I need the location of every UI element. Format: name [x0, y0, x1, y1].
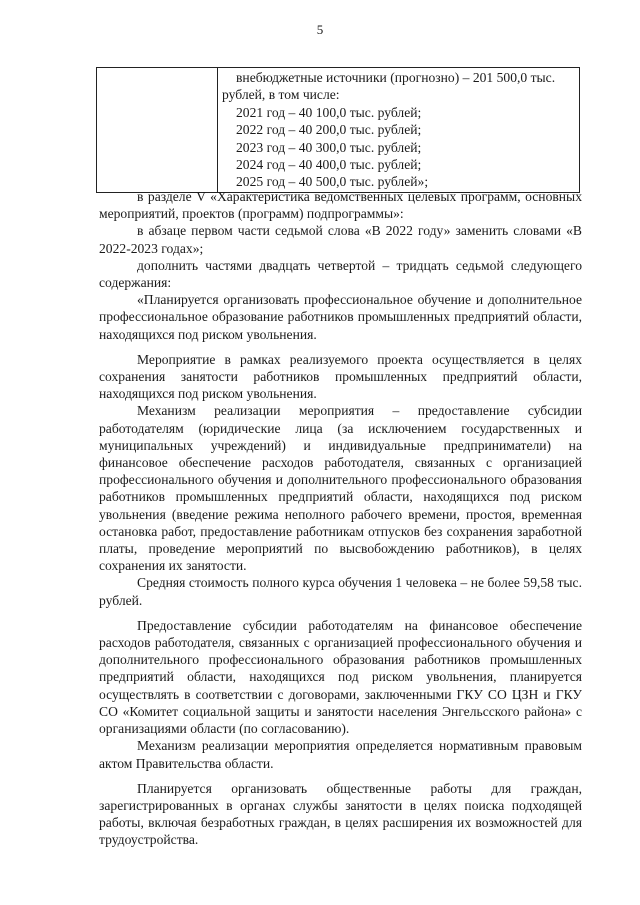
paragraph: Механизм реализации мероприятия определяется нормативным правовым актом Правительства области.: [99, 738, 582, 771]
table-left-cell: [97, 68, 218, 193]
paragraph: Механизм реализации мероприятия – предоставление субсидии работодателям (юридические лица (за исключением государственных и муниципальных учреждений) и индивидуальные предприниматели) на финансовое обеспечение расходов работодателя, связанных с организацией профессионального обучения и дополнительного профессионального образования работников промышленных предприятий области, находящихся под риском увольнения (введение режима неполного рабочего времени, простоя, временная остановка работ, предоставление работникам отпусков без сохранения заработной платы, проведение мероприятий по высвобождению работников), в целях сохранения их занятости.: [99, 403, 582, 574]
table-row: [97, 68, 580, 193]
paragraph: Предоставление субсидии работодателям на финансовое обеспечение расходов работодателя, связанных с организацией профессионального обучения и дополнительного профессионального образования работников промышленных предприятий области, находящихся под риском увольнения, планируется осуществлять в соответствии с договорами, заключенными ГКУ СО ЦЗН и ГКУ СО «Комитет социальной защиты и занятости населения Энгельсского района» с организациями области (по согласованию).: [99, 617, 582, 737]
funding-line: внебюджетные источники (прогнозно) – 201 500,0 тыс.: [236, 70, 556, 85]
table-right-cell: [218, 68, 580, 193]
funding-year-line: 2024 год – 40 400,0 тыс. рублей;: [236, 157, 422, 173]
funding-year-line: 2021 год – 40 100,0 тыс. рублей;: [236, 104, 422, 120]
paragraph: в абзаце первом части седьмой слова «В 2022 году» заменить словами «В 2022-2023 годах»;: [99, 223, 582, 256]
paragraph: дополнить частями двадцать четвертой – тридцать седьмой следующего содержания:: [99, 257, 582, 291]
funding-line: рублей, в том числе:: [222, 87, 340, 103]
funding-year-line: 2023 год – 40 300,0 тыс. рублей;: [236, 139, 422, 155]
funding-year-line: 2022 год – 40 200,0 тыс. рублей;: [236, 122, 422, 138]
document-body: [99, 188, 582, 849]
funding-year-line: 2025 год – 40 500,0 тыс. рублей»;: [236, 174, 429, 190]
paragraph: Планируется организовать общественные работы для граждан, зарегистрированных в органах службы занятости в целях поиска подходящей работы, включая безработных граждан, в целях расширения их возможностей для трудоустройства.: [99, 780, 582, 848]
paragraph: в разделе V «Характеристика ведомственных целевых программ, основных мероприятий, проектов (программ) подпрограммы»:: [99, 189, 582, 222]
paragraph: Мероприятие в рамках реализуемого проекта осуществляется в целях сохранения занятости работников промышленных предприятий области, находящихся под риском увольнения.: [99, 351, 582, 402]
paragraph: Средняя стоимость полного курса обучения 1 человека – не более 59,58 тыс. рублей.: [99, 575, 582, 608]
continuation-table: [96, 67, 580, 193]
page-number: 5: [316, 22, 324, 37]
paragraph: «Планируется организовать профессиональное обучение и дополнительное профессиональное образование работников промышленных предприятий области, находящихся под риском увольнения.: [99, 292, 582, 342]
